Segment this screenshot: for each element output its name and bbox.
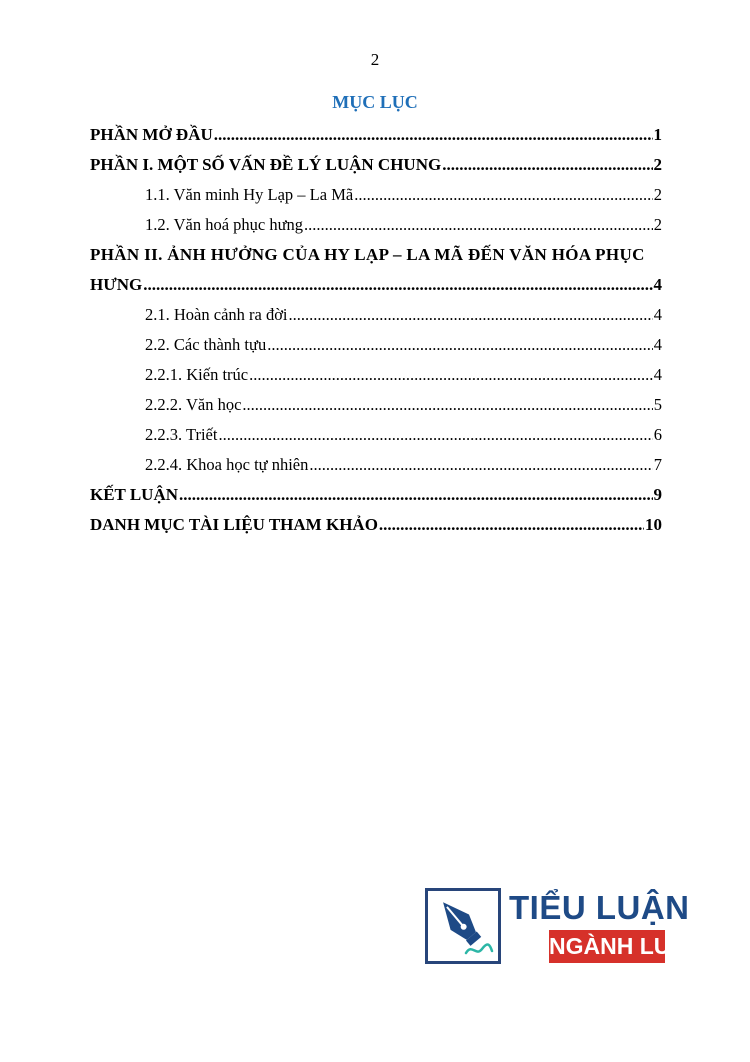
dot-leader — [249, 360, 653, 390]
toc-entry-label-line1: PHẦN II. ẢNH HƯỞNG CỦA HY LẠP – LA MÃ ĐẾN VĂN HÓA PHỤC — [90, 245, 645, 264]
toc-entry-2-2-3[interactable] — [90, 420, 662, 450]
toc-entry-label: 1.2. Văn hoá phục hưng — [145, 215, 304, 234]
toc-entry-page: 10 — [645, 515, 662, 534]
dot-leader — [267, 330, 653, 360]
toc-entry-page: 4 — [653, 365, 662, 384]
toc-entry-label: 2.2.1. Kiến trúc — [145, 365, 249, 384]
toc-entry-label: 2.2.2. Văn học — [145, 395, 242, 414]
toc-entry-page: 9 — [653, 485, 662, 504]
tieu-luan-logo — [425, 888, 702, 966]
toc-entry-label: 2.2. Các thành tựu — [145, 335, 267, 354]
logo-subtitle: NGÀNH LUẬT — [549, 930, 665, 963]
toc-entry-label: KẾT LUẬN — [90, 485, 179, 504]
logo-emblem — [425, 888, 501, 964]
dot-leader — [242, 390, 652, 420]
toc-entry-page: 4 — [653, 275, 662, 294]
toc-entry-page: 6 — [653, 425, 662, 444]
toc-entry-page: 2 — [653, 155, 662, 174]
page-number: 2 — [370, 50, 380, 69]
toc-entry-1-1[interactable] — [90, 180, 662, 210]
toc-title: MỤC LỤC — [332, 92, 418, 112]
toc-entry-phan-2[interactable] — [90, 240, 662, 300]
dot-leader — [309, 450, 652, 480]
toc-entry-label: DANH MỤC TÀI LIỆU THAM KHẢO — [90, 515, 378, 534]
toc-entry-phan-1[interactable] — [90, 150, 662, 180]
toc-entry-line2 — [90, 270, 662, 300]
dot-leader — [289, 300, 653, 330]
toc-entry-page: 2 — [653, 215, 662, 234]
toc-entry-2-1[interactable] — [90, 300, 662, 330]
toc-entry-page: 4 — [653, 305, 662, 324]
toc-entry-1-2[interactable] — [90, 210, 662, 240]
toc-entry-2-2-4[interactable] — [90, 450, 662, 480]
toc-entry-label: PHẦN I. MỘT SỐ VẤN ĐỀ LÝ LUẬN CHUNG — [90, 155, 442, 174]
toc-entry-page: 2 — [653, 185, 662, 204]
dot-leader — [354, 180, 653, 210]
toc-entry-page: 4 — [653, 335, 662, 354]
toc-entry-2-2[interactable] — [90, 330, 662, 360]
dot-leader — [218, 420, 652, 450]
fountain-pen-nib-icon — [428, 891, 498, 961]
table-of-contents — [90, 120, 662, 540]
toc-entry-2-2-1[interactable] — [90, 360, 662, 390]
toc-entry-page: 5 — [653, 395, 662, 414]
toc-entry-label: 2.1. Hoàn cảnh ra đời — [145, 305, 288, 324]
toc-entry-label: 1.1. Văn minh Hy Lạp – La Mã — [145, 185, 354, 204]
toc-entry-mo-dau[interactable] — [90, 120, 662, 150]
logo-title: TIỂU LUẬN — [509, 889, 690, 926]
toc-entry-page: 7 — [653, 455, 662, 474]
dot-leader — [379, 510, 644, 540]
toc-entry-label-line2: HƯNG — [90, 275, 143, 294]
dot-leader — [442, 150, 652, 180]
dot-leader — [304, 210, 653, 240]
toc-entry-page: 1 — [653, 125, 662, 144]
toc-entry-label: PHẦN MỞ ĐẦU — [90, 125, 213, 144]
dot-leader — [214, 120, 653, 150]
toc-entry-ket-luan[interactable] — [90, 480, 662, 510]
toc-entry-tai-lieu[interactable] — [90, 510, 662, 540]
toc-entry-label: 2.2.3. Triết — [145, 425, 218, 444]
dot-leader — [179, 480, 652, 510]
toc-entry-2-2-2[interactable] — [90, 390, 662, 420]
dot-leader — [143, 270, 652, 300]
toc-entry-label: 2.2.4. Khoa học tự nhiên — [145, 455, 309, 474]
